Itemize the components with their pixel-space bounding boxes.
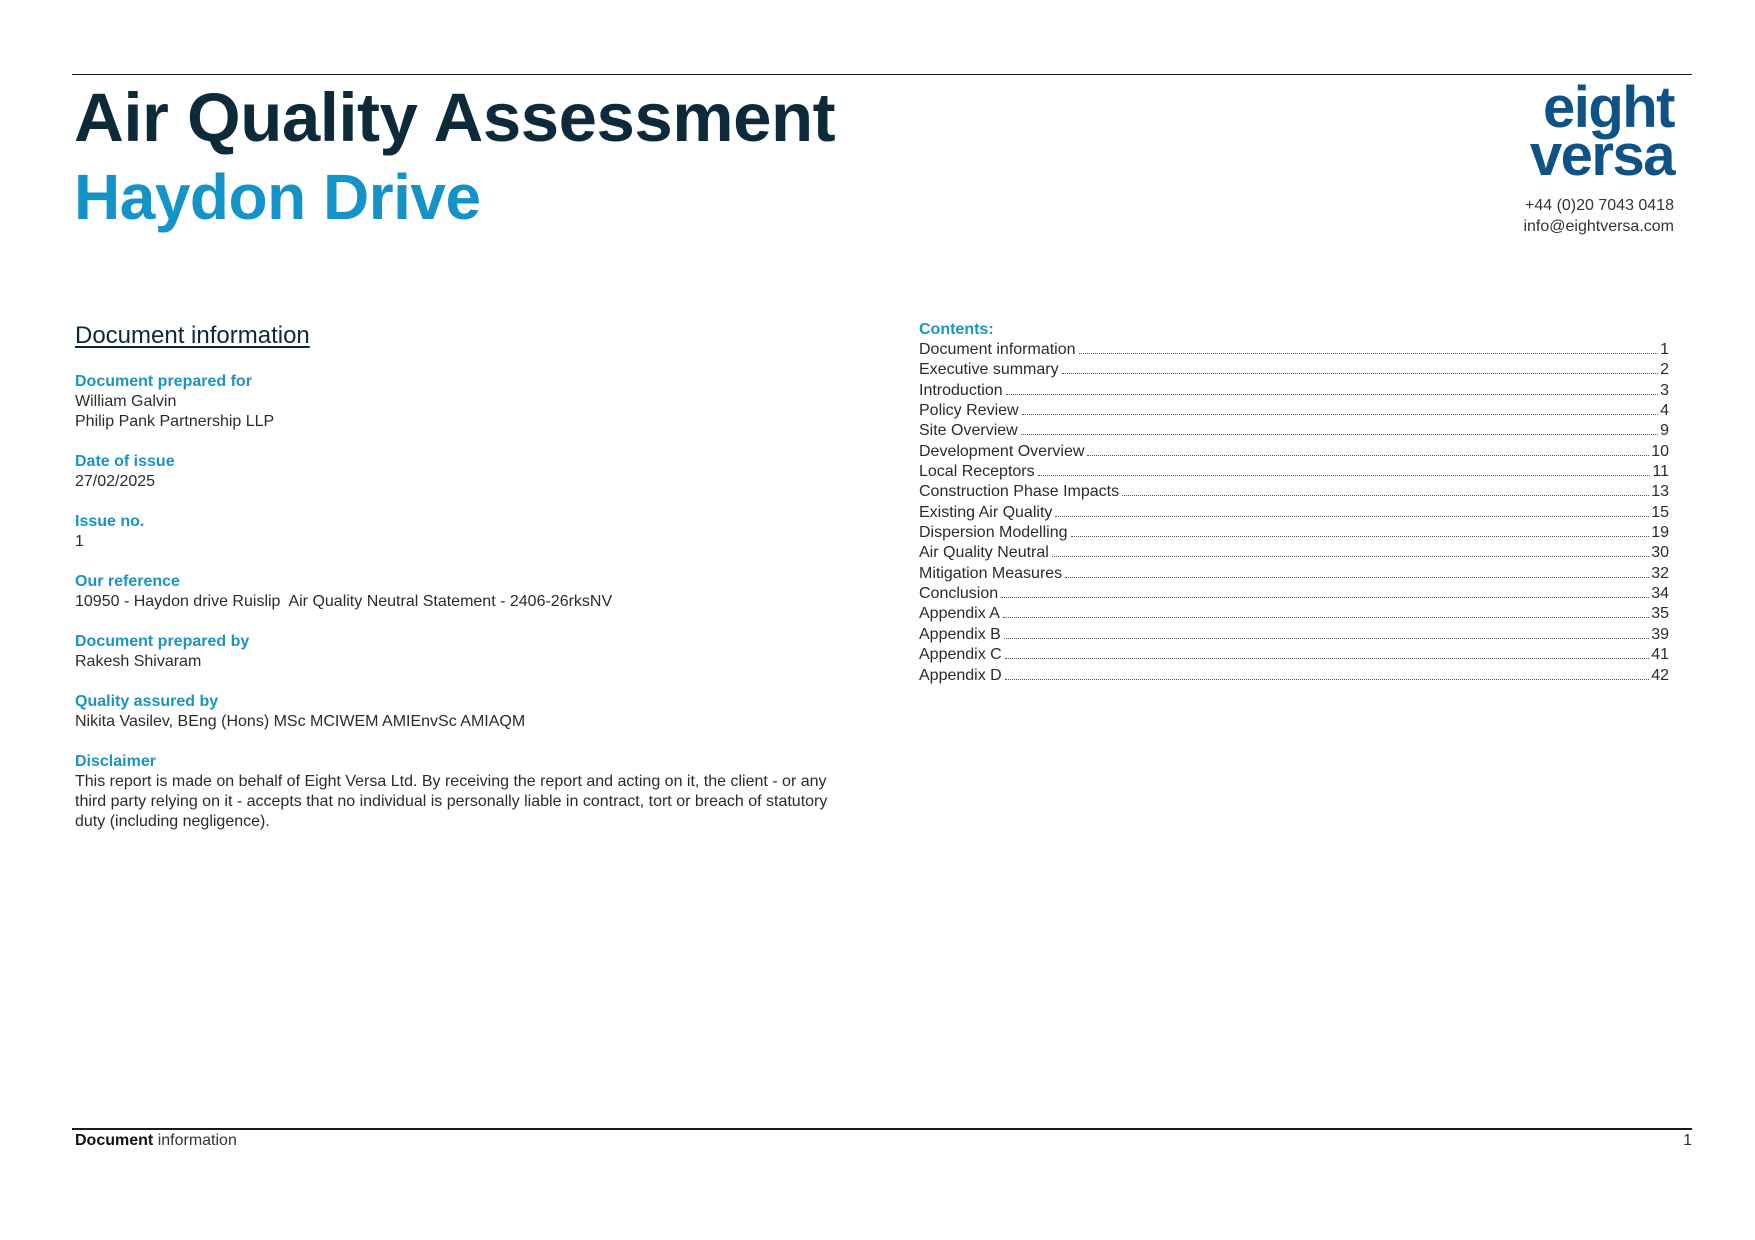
- toc-entry-page: 42: [1651, 666, 1669, 684]
- bottom-rule: [72, 1128, 1692, 1130]
- toc-leader-dots: [1006, 394, 1658, 395]
- toc-entry-title: Executive summary: [919, 361, 1059, 379]
- contact-email: info@eightversa.com: [1523, 218, 1674, 235]
- toc-entry-page: 15: [1651, 503, 1669, 521]
- toc-entry[interactable]: [919, 604, 1669, 624]
- toc-leader-dots: [1062, 373, 1659, 374]
- toc-entry[interactable]: [919, 442, 1669, 462]
- footer-section-label: [75, 1132, 237, 1150]
- toc-entry-page: 4: [1660, 402, 1669, 420]
- toc-entry[interactable]: [919, 340, 1669, 360]
- toc-leader-dots: [1052, 556, 1649, 557]
- date-of-issue-label: Date of issue: [75, 453, 175, 470]
- toc-entry-page: 41: [1651, 646, 1669, 664]
- quality-assured-label: Quality assured by: [75, 693, 219, 710]
- toc-leader-dots: [1065, 577, 1649, 578]
- toc-entry-title: Development Overview: [919, 442, 1085, 460]
- toc-entry[interactable]: [919, 625, 1669, 645]
- contents-label: Contents:: [919, 321, 994, 338]
- toc-leader-dots: [1079, 353, 1659, 354]
- toc-entry[interactable]: [919, 360, 1669, 380]
- table-of-contents: [919, 320, 1669, 686]
- toc-leader-dots: [1004, 638, 1649, 639]
- footer-section-rest: information: [157, 1132, 237, 1149]
- toc-entry-title: Site Overview: [919, 422, 1018, 440]
- toc-entry-title: Introduction: [919, 381, 1003, 399]
- toc-entry-title: Policy Review: [919, 402, 1019, 420]
- logo-word-versa: versa: [1529, 122, 1674, 188]
- prepared-for-company: Philip Pank Partnership LLP: [75, 413, 275, 430]
- toc-entry[interactable]: [919, 503, 1669, 523]
- toc-leader-dots: [1005, 679, 1649, 680]
- eight-versa-logo: [1529, 75, 1674, 188]
- toc-entry-title: Appendix A: [919, 605, 1000, 623]
- toc-entry-title: Conclusion: [919, 585, 999, 603]
- toc-entry-title: Construction Phase Impacts: [919, 483, 1120, 501]
- toc-entry-title: Document information: [919, 341, 1076, 358]
- toc-entry-title: Air Quality Neutral: [919, 544, 1049, 562]
- toc-entry[interactable]: [919, 381, 1669, 401]
- toc-entry-page: 34: [1651, 585, 1669, 603]
- toc-entry-title: Appendix C: [919, 646, 1002, 664]
- date-of-issue-value: 27/02/2025: [75, 473, 156, 490]
- toc-leader-dots: [1087, 455, 1649, 456]
- our-reference-field: [75, 572, 855, 612]
- document-information-fields: [75, 372, 855, 852]
- toc-entry[interactable]: [919, 666, 1669, 686]
- issue-no-label: Issue no.: [75, 513, 145, 530]
- document-information-heading: Document information: [75, 322, 310, 349]
- quality-assured-value: Nikita Vasilev, BEng (Hons) MSc MCIWEM AMIEnvSc AMIAQM: [75, 713, 526, 730]
- toc-entry[interactable]: [919, 584, 1669, 604]
- footer-page-number: 1: [1683, 1132, 1692, 1149]
- toc-entry-page: 1: [1660, 341, 1669, 358]
- toc-entry-page: 2: [1660, 361, 1669, 379]
- prepared-by-field: [75, 632, 855, 672]
- toc-entry[interactable]: [919, 543, 1669, 563]
- toc-entry[interactable]: [919, 564, 1669, 584]
- toc-leader-dots: [1022, 414, 1659, 415]
- disclaimer-field: [75, 752, 855, 832]
- issue-no-value: 1: [75, 533, 84, 550]
- contact-block: [1523, 195, 1674, 237]
- contact-phone: +44 (0)20 7043 0418: [1524, 197, 1674, 214]
- toc-entry-title: Existing Air Quality: [919, 503, 1053, 521]
- logo-word-eight: eight: [1542, 75, 1674, 140]
- prepared-for-name: William Galvin: [75, 393, 177, 410]
- toc-leader-dots: [1021, 434, 1658, 435]
- toc-leader-dots: [1055, 516, 1649, 517]
- document-subtitle: Haydon Drive: [74, 161, 481, 233]
- toc-entry-title: Mitigation Measures: [919, 564, 1063, 582]
- toc-list: [919, 340, 1669, 686]
- toc-entry[interactable]: [919, 421, 1669, 441]
- toc-entry-page: 3: [1660, 381, 1669, 399]
- toc-entry[interactable]: [919, 401, 1669, 421]
- toc-entry-title: Dispersion Modelling: [919, 524, 1068, 542]
- toc-entry-page: 30: [1651, 544, 1669, 562]
- toc-entry-page: 10: [1651, 442, 1669, 460]
- toc-entry-title: Appendix B: [919, 625, 1001, 643]
- disclaimer-text: This report is made on behalf of Eight Versa Ltd. By receiving the report and acting on it, the client - or any third party relying on it - accepts that no individual is personally liable in contract, tort or breach of statutory duty (including negligence).: [75, 773, 828, 830]
- toc-entry-page: 9: [1660, 422, 1669, 440]
- toc-leader-dots: [1122, 495, 1649, 496]
- prepared-by-value: Rakesh Shivaram: [75, 653, 202, 670]
- toc-entry-title: Local Receptors: [919, 463, 1035, 481]
- top-rule: [72, 74, 1692, 75]
- toc-entry[interactable]: [919, 482, 1669, 502]
- toc-entry-page: 13: [1651, 483, 1669, 501]
- prepared-for-label: Document prepared for: [75, 373, 252, 390]
- prepared-by-label: Document prepared by: [75, 633, 250, 650]
- toc-entry[interactable]: [919, 645, 1669, 665]
- toc-entry-page: 11: [1652, 463, 1669, 481]
- document-title: Air Quality Assessment: [74, 79, 836, 156]
- toc-entry[interactable]: [919, 462, 1669, 482]
- date-of-issue-field: [75, 452, 855, 492]
- toc-entry-page: 35: [1651, 605, 1669, 623]
- toc-entry-title: Appendix D: [919, 666, 1002, 684]
- quality-assured-field: [75, 692, 855, 732]
- toc-leader-dots: [1071, 536, 1650, 537]
- toc-leader-dots: [1003, 617, 1649, 618]
- our-reference-value: 10950 - Haydon drive Ruislip Air Quality Neutral Statement - 2406-26rksNV: [75, 593, 613, 610]
- toc-entry[interactable]: [919, 523, 1669, 543]
- toc-entry-page: 32: [1651, 564, 1669, 582]
- toc-leader-dots: [1038, 475, 1651, 476]
- disclaimer-label: Disclaimer: [75, 753, 156, 770]
- our-reference-label: Our reference: [75, 573, 180, 590]
- issue-no-field: [75, 512, 855, 552]
- toc-leader-dots: [1005, 658, 1649, 659]
- toc-leader-dots: [1001, 597, 1649, 598]
- toc-entry-page: 39: [1651, 625, 1669, 643]
- toc-entry-page: 19: [1651, 524, 1669, 542]
- prepared-for-field: [75, 372, 855, 432]
- footer-section-bold: Document: [75, 1132, 154, 1149]
